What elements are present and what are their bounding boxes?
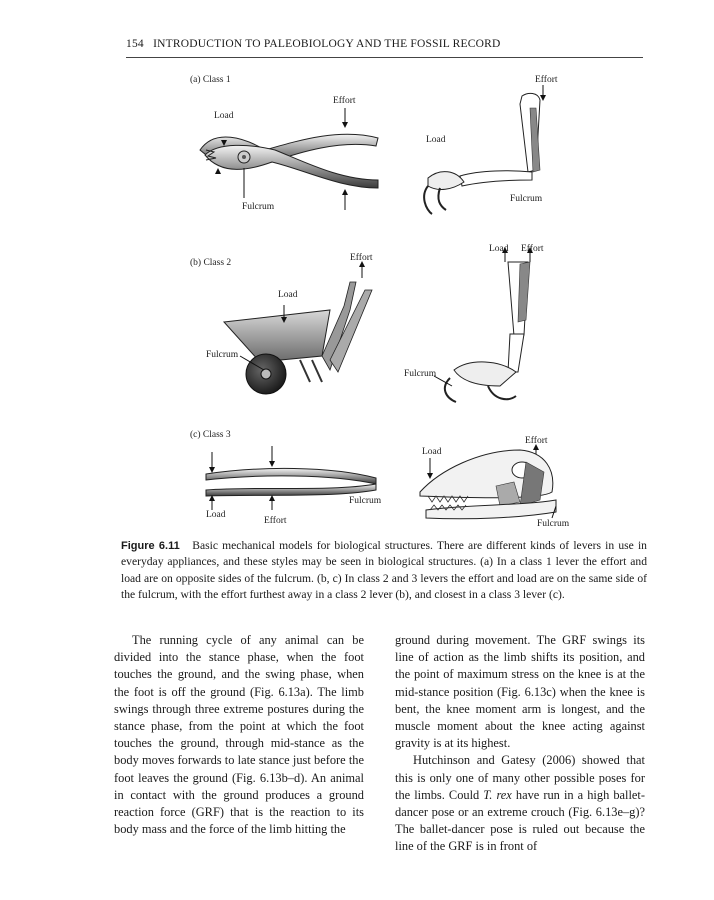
figure-caption (121, 538, 647, 604)
class-2-label: (b) Class 2 (190, 258, 232, 268)
body-column-left (114, 632, 364, 838)
wheelbarrow-illustration (224, 264, 372, 394)
tweezers-load-label: Load (206, 510, 226, 520)
class-3-label: (c) Class 3 (190, 430, 231, 440)
skull-effort-label: Effort (525, 436, 548, 446)
page-number: 154 (126, 38, 144, 50)
body-text: have run in a high ballet-dancer pose or an extreme crouch (Fig. 6.13e–g)? The ballet-dancer pose is ruled out because the line of the GRF is in front of (395, 787, 645, 854)
pliers-load-label: Load (214, 111, 234, 121)
dinosaur-skull-illustration (420, 447, 556, 519)
species-name: T. rex (483, 787, 512, 802)
body-column-right (395, 632, 645, 856)
wheelbarrow-fulcrum-label: Fulcrum (206, 350, 239, 360)
body-text: Hutchinson and Gatesy (2006) showed that this is only one of many other possible poses for the limbs. Could (395, 753, 645, 802)
limb-effort-label-a: Effort (535, 75, 558, 85)
class-1-label: (a) Class 1 (190, 75, 231, 85)
foot-fulcrum-label: Fulcrum (404, 369, 437, 379)
limb-fulcrum-label-a: Fulcrum (510, 194, 543, 204)
body-paragraph: The running cycle of any animal can be divided into the stance phase, when the foot touches the ground, and the swing phase, when the foot is off the ground (Fig. 6.13a). The limb swings through three extreme postures during the stance phase, from the point at which the foot touches the ground, through mid-stance as the body moves forwards to late stance just before the foot leaves the ground (Fig. 6.13b–d). An animal in contact with the ground produces a ground reaction force (GRF) that is the reaction to its body mass and the force of the limb hitting the (114, 633, 364, 837)
caption-label: Figure 6.11 (121, 540, 180, 552)
pliers-fulcrum-label: Fulcrum (242, 202, 275, 212)
caption-text: Basic mechanical models for biological structures. There are different kinds of levers in use in everyday appliances, and these styles may be seen in biological structures. (a) In a class 1 lever the effort and load are on opposite sides of the fulcrum. (b, c) In class 2 and 3 levers the effort and load are on the same side of the fulcrum, with the effort furthest away in a class 2 lever (b), and closest in a class 3 lever (c). (121, 539, 647, 602)
wheelbarrow-load-label: Load (278, 290, 298, 300)
hindfoot-illustration (434, 250, 530, 402)
tweezers-effort-label: Effort (264, 516, 287, 526)
body-paragraph: ground during movement. The GRF swings its line of action as the limb shifts its position, and the point of maximum stress on the knee is at the mid-stance position (Fig. 6.13c) when the knee is bent, the knee moment arm is longest, and the muscle moment about the knee acting against gravity is at its highest. (395, 633, 645, 751)
tweezers-fulcrum-label: Fulcrum (349, 496, 382, 506)
body-paragraph (395, 752, 645, 855)
pliers-effort-label: Effort (333, 96, 356, 106)
skull-load-label: Load (422, 447, 442, 457)
running-title: INTRODUCTION TO PALEOBIOLOGY AND THE FOSSIL RECORD (153, 38, 501, 50)
foot-effort-label: Effort (521, 244, 544, 254)
pliers-illustration (200, 134, 378, 188)
foot-load-label: Load (489, 244, 509, 254)
skull-fulcrum-label: Fulcrum (537, 519, 570, 529)
wheelbarrow-effort-label: Effort (350, 253, 373, 263)
limb-load-label-a: Load (426, 135, 446, 145)
